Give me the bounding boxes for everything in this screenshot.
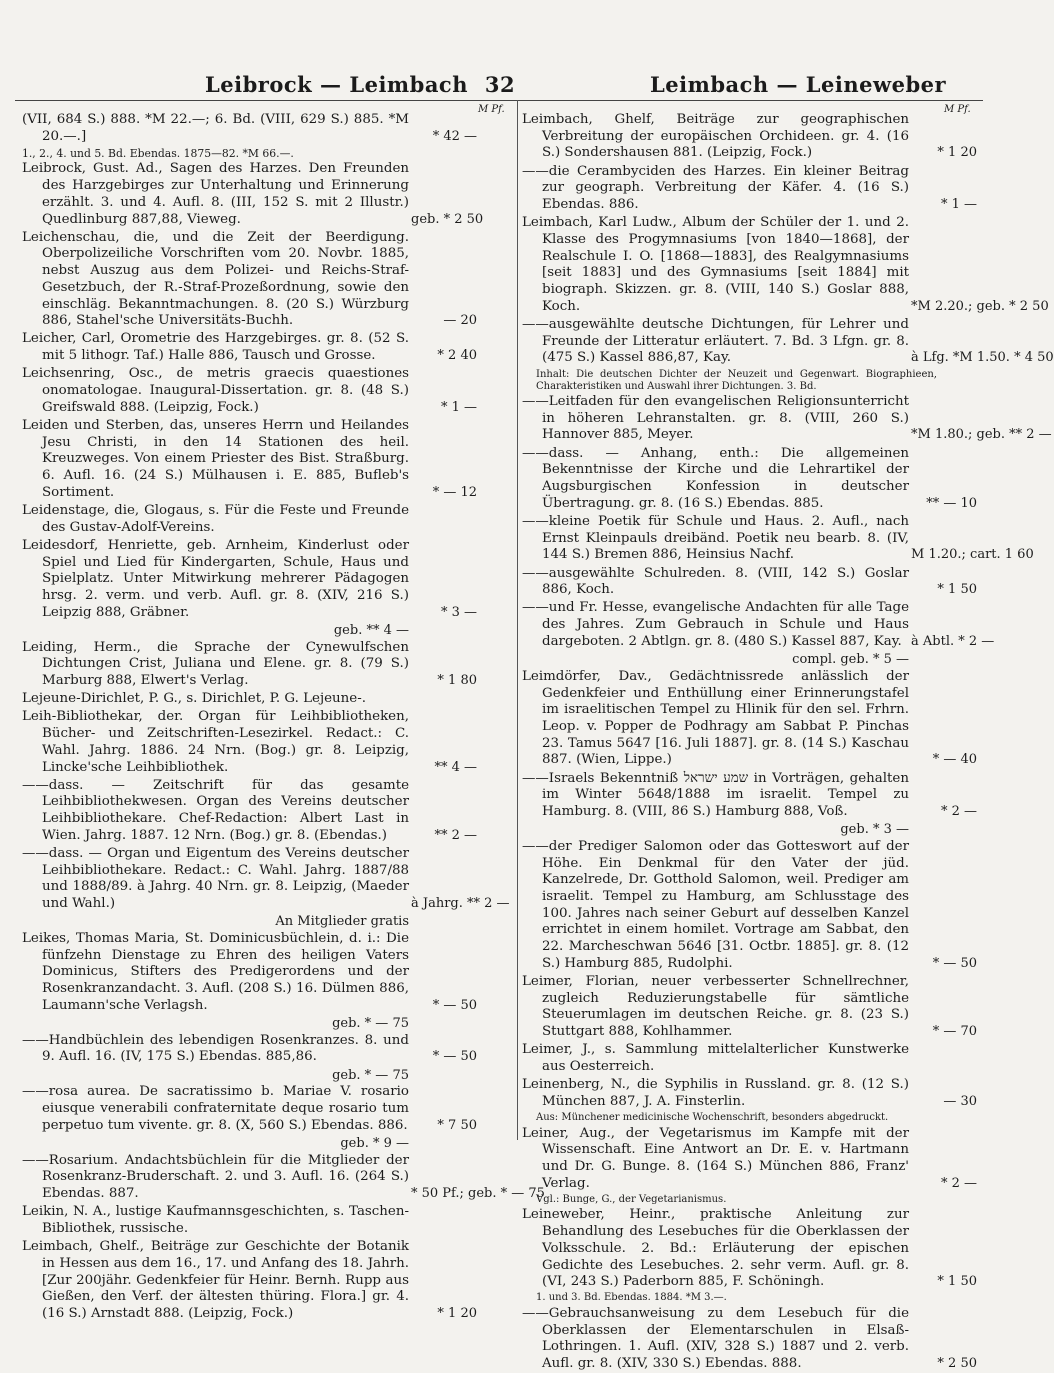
catalog-note [522, 369, 977, 393]
catalog-note [522, 1194, 977, 1206]
entry-price: * 2 — [940, 1175, 977, 1191]
entry-text: Leiner, Aug., der Vegetarismus im Kampfe mit der Wissenschaft. Eine Antwort an Dr. E. v. Hartmann und Dr. G. Bunge. 8. (164 S.) München 886, Franz' Verlag. [522, 1125, 909, 1191]
catalog-entry [522, 164, 977, 214]
entry-price: * 1 50 [937, 582, 977, 598]
catalog-entry [522, 1077, 977, 1110]
entry-text: —— dass. — Anhang, enth.: Die allgemeinen Bekenntnisse der Kirche und die Lehrartikel der Augsburgischen Konfession in deutscher Übertragung. gr. 8. (16 S.) Ebendas. 885. [522, 446, 977, 513]
entry-text: Leiding, Herm., die Sprache der Cynewulfschen Dichtungen Crist, Juliana und Elene. gr. 8. (79 S.) Marburg 888, Elwert's Verlag. [22, 639, 409, 688]
catalog-entry [22, 418, 477, 502]
catalog-entry [22, 366, 477, 416]
entry-price: * 2 40 [437, 348, 477, 364]
catalog-entry [522, 566, 977, 599]
catalog-entry [522, 1126, 977, 1193]
entry-text: Leimbach, Karl Ludw., Album der Schüler der 1. und 2. Klasse des Progymnasiums [von 1840—1868], der Realschule I. O. [1868—1883], des Realgymnasiums [seit 1883] und des Gymnasiums [seit 1884] mit biograph. Skizzen. gr. 8. (VIII, 140 S.) Goslar 888, Koch. [522, 215, 909, 314]
entry-price: * 1 20 [937, 145, 977, 161]
entry-text: Leichenschau, die, und die Zeit der Beerdigung. Oberpolizeiliche Vorschriften vom 20. Novbr. 1885, nebst Auszug aus dem Polizei- und Reichs-Straf-Gesetzbuch, der R.-Straf-Prozeßordnung, sowie den einschläg. Bekanntmachungen. 8. (20 S.) Würzburg 886, Stahel'sche Universitäts-Buchh. [22, 229, 409, 329]
currency-head-left: M Pf. [478, 104, 505, 115]
left-column [22, 112, 545, 1322]
catalog-entry [22, 538, 477, 622]
entry-price: * 2 50 [937, 1356, 977, 1372]
entry-price: * — 40 [932, 752, 977, 768]
entry-text: Leimer, Florian, neuer verbesserter Schnellrechner, zugleich Reduzierungstabelle für sämtliche Steuerumlagen im deutschen Reiche. gr. 8. (23 S.) Stuttgart 888, Kohlhammer. [522, 973, 909, 1040]
entry-price: * 1 20 [437, 1306, 477, 1322]
entry-text: Leimdörfer, Dav., Gedächtnissrede anlässlich der Gedenkfeier und Enthüllung einer Erinnerungstafel im israelitischen Tempel zu Hlinik für den sel. Frhrn. Leop. v. Popper de Podhragy am Sabbat P. Pinchas 23. Tamus 5647 [16. Juli 1887]. gr. 8. (14 S.) Kaschau 887. (Wien, Lippe.) [522, 668, 909, 768]
catalog-entry [22, 691, 477, 708]
catalog-entry [22, 503, 477, 536]
catalog-entry [522, 974, 977, 1041]
entry-price: à Abtl. * 2 — [911, 633, 995, 649]
catalog-entry [22, 640, 477, 690]
entry-price: — 20 [443, 313, 477, 329]
header-rule [15, 100, 983, 101]
catalog-entry [522, 394, 1052, 444]
entry-text: —— kleine Poetik für Schule und Haus. 2. Aufl., nach Ernst Kleinpauls dreibänd. Poetik neu bearb. 8. (IV, 144 S.) Bremen 886, Heinsius Nachf. [522, 514, 977, 564]
catalog-entry [522, 600, 995, 650]
catalog-note [522, 1112, 977, 1124]
running-head-left: Leibrock — Leimbach [205, 72, 468, 97]
catalog-entry [522, 112, 977, 162]
entry-text: Leih-Bibliothekar, der. Organ für Leihbibliotheken, Bücher- und Zeitschriften-Lesezirkel. Redact.: C. Wahl. Jahrg. 1886. 24 Nrn. (Bog.) gr. 8. Leipzig, Lincke'sche Leihbibliothek. [22, 709, 409, 775]
catalog-entry [522, 1306, 977, 1373]
entry-price: * 50 Pf.; geb. * — 75 [411, 1186, 545, 1202]
entry-text: —— ausgewählte deutsche Dichtungen, für Lehrer und Freunde der Litteratur erläutert. 7. Bd. 3 Lfgn. gr. 8. (475 S.) Kassel 886,87, Kay. [522, 317, 977, 367]
entry-price: * 3 — [440, 604, 477, 620]
entry-text: Leikin, N. A., lustige Kaufmannsgeschichten, s. Taschen-Bibliothek, russische. [22, 1204, 409, 1236]
entry-text: Leidenstage, die, Glogaus, s. Für die Feste und Freunde des Gustav-Adolf-Vereins. [22, 502, 409, 535]
entry-alt-price: geb. * — 75 [332, 1016, 409, 1032]
entry-price: * 1 80 [437, 673, 477, 688]
entry-price: à Jahrg. ** 2 — [411, 896, 510, 912]
entry-alt-price: geb. * 9 — [340, 1135, 409, 1151]
page-number: 32 [484, 72, 516, 97]
entry-text: Lejeune-Dirichlet, P. G., s. Dirichlet, P. G. Lejeune-. [22, 691, 367, 707]
entry-text: Leinenberg, N., die Syphilis in Russland. gr. 8. (12 S.) München 887, J. A. Finsterlin. [522, 1077, 909, 1109]
catalog-entry [522, 316, 1054, 367]
catalog-entry [22, 709, 477, 776]
right-column [522, 112, 1054, 1372]
entry-text: Leibrock, Gust. Ad., Sagen des Harzes. Den Freunden des Harzgebirges zur Unterhaltung und Erinnerung erzählt. 3. und 4. Aufl. 8. (III, 152 S. mit 2 Illustr.) Quedlinburg 887,88, Vieweg. [22, 161, 409, 227]
entry-text: Leimer, J., s. Sammlung mittelalterlicher Kunstwerke aus Oesterreich. [522, 1042, 909, 1074]
catalog-entry [22, 230, 477, 330]
entry-price: *M 1.80.; geb. ** 2 — [911, 427, 1052, 443]
entry-text: —— Leitfaden für den evangelischen Religionsunterricht in höheren Lehranstalten. gr. 8. (VIII, 260 S.) Hannover 885, Meyer. [522, 394, 977, 444]
entry-price: — 30 [943, 1093, 977, 1109]
entry-text: —— Israels Bekenntniß שמע ישראל in Vorträgen, gehalten im Winter 5648/1888 im israelit. Tempel zu Hamburg. 8. (VIII, 86 S.) Hamburg 888, Voß. [522, 771, 977, 821]
entry-text: Leimbach, Ghelf, Beiträge zur geographischen Verbreitung der europäischen Orchideen. gr. 4. (16 S.) Sondershausen 881. (Leipzig, Fock.) [522, 112, 909, 161]
entry-text: —— ausgewählte Schulreden. 8. (VIII, 142 S.) Goslar 886, Koch. [522, 566, 977, 599]
catalog-entry [522, 215, 1049, 315]
entry-text: —— die Cerambyciden des Harzes. Ein kleiner Beitrag zur geograph. Verbreitung der Käfer. 4. (16 S.) Ebendas. 886. [522, 164, 977, 214]
catalog-entry [22, 161, 484, 228]
entry-price: * — 70 [932, 1024, 977, 1040]
catalog-entry [522, 513, 1034, 564]
catalog-entry [22, 147, 477, 160]
entry-price: * 7 50 [437, 1117, 477, 1133]
entry-text: (VII, 684 S.) 888. *M 22.—; 6. Bd. (VIII, 629 S.) 885. *M 20.—.] [22, 112, 409, 144]
entry-price: * — 50 [432, 997, 477, 1013]
entry-price: ** 2 — [434, 827, 477, 843]
entry-text: —— der Prediger Salomon oder das Gotteswort auf der Höhe. Ein Denkmal für den Vater der jüd. Kanzelrede, Dr. Gotthold Salomon, weil. Prediger am israelit. Tempel zu Hamburg, am Schlusstage des 100. Jahres nach seiner Geburt auf desselben Kanzel errichtet in einem homilet. Vortrage am Sabbat, den 22. Marcheschwan 5646 [31. Octbr. 1885]. gr. 8. (12 S.) Hamburg 885, Rudolphi. [522, 839, 977, 973]
entry-price: * — 50 [432, 1049, 477, 1065]
entry-price: ** — 10 [926, 495, 977, 511]
entry-text: Vgl.: Bunge, G., der Vegetarianismus. [536, 1193, 727, 1205]
entry-text: —— Rosarium. Andachtsbüchlein für die Mitglieder der Rosenkranz-Bruderschaft. 2. und 3. Aufl. 16. (264 S.) Ebendas. 887. [22, 1153, 477, 1203]
catalog-entry [22, 931, 477, 1015]
currency-head-right: M Pf. [944, 104, 971, 115]
entry-alt-price: geb. ** 4 — [333, 622, 409, 638]
entry-text: 1., 2., 4. und 5. Bd. Ebendas. 1875—82. *M 66.—. [22, 146, 294, 160]
entry-text: Leicher, Carl, Orometrie des Harzgebirges. gr. 8. (52 S. mit 5 lithogr. Taf.) Halle 886, Tausch und Grosse. [22, 331, 409, 364]
entry-text: Leikes, Thomas Maria, St. Dominicusbüchlein, d. i.: Die fünfzehn Dienstage zu Ehren des heiligen Vaters Dominicus, Stifters des Predigerordens und der Rosenkranzandacht. 3. Aufl. (208 S.) 16. Dülmen 886, Laumann'sche Verlagsh. [22, 931, 409, 1013]
entry-price: * 1 50 [937, 1274, 977, 1290]
column-divider [517, 100, 518, 1140]
entry-text: Inhalt: Die deutschen Dichter der Neuzeit und Gegenwart. Biographieen, Charakteristiken und Auswahl ihrer Dichtungen. 3. Bd. [536, 368, 937, 392]
entry-price: ** 4 — [434, 759, 477, 775]
entry-alt-price: geb. * 3 — [840, 822, 909, 838]
entry-price: * 1 — [940, 197, 977, 213]
entry-text: Leineweber, Heinr., praktische Anleitung zur Behandlung des Lesebuches für die Oberklassen der Volksschule. 2. Bd.: Erläuterung der epischen Gedichte des Lesebuches. 2. sehr verm. Aufl. gr. 8. (VI, 243 S.) Paderborn 885, F. Schöningh. [522, 1207, 909, 1290]
entry-price: * — 50 [932, 955, 977, 971]
entry-price: *M 2.20.; geb. * 2 50 [911, 298, 1049, 314]
catalog-entry [522, 1207, 977, 1291]
entry-text: Leimbach, Ghelf., Beiträge zur Geschichte der Botanik in Hessen aus dem 16., 17. und Anfang des 18. Jahrh. [Zur 200jähr. Gedenkfeier für Heinr. Bernh. Rupp aus Gießen, den Verf. der ältesten thüring. Flora.] gr. 4. (16 S.) Arnstadt 888. (Leipzig, Fock.) [22, 1239, 409, 1322]
entry-text: Leichsenring, Osc., de metris graecis quaestiones onomatologae. Inaugural-Dissertation. gr. 8. (48 S.) Greifswald 888. (Leipzig, Fock.) [22, 366, 409, 415]
entry-text: —— Gebrauchsanweisung zu dem Lesebuch für die Oberklassen der Elementarschulen in Elsaß-Lothringen. 1. Aufl. (XIV, 328 S.) 1887 und 2. verb. Aufl. gr. 8. (XIV, 330 S.) Ebendas. 888. [522, 1306, 977, 1373]
entry-text: —— dass. — Zeitschrift für das gesamte Leihbibliothekwesen. Organ des Vereins deutscher Leihbibliothekare. Chef-Redaction: Albert Last in Wien. Jahrg. 1887. 12 Nrn. (Bog.) gr. 8. (Ebendas.) [22, 778, 477, 845]
entry-price: M 1.20.; cart. 1 60 [911, 547, 1034, 563]
entry-price: à Lfg. *M 1.50. * 4 50 [911, 350, 1054, 366]
entry-text: —— dass. — Organ und Eigentum des Vereins deutscher Leihbibliothekare. Redact.: C. Wahl. Jahrg. 1887/88 und 1888/89. à Jahrg. 40 Nrn. gr. 8. Leipzig, (Maeder und Wahl.) [22, 846, 477, 913]
catalog-entry [22, 1204, 477, 1237]
catalog-entry [22, 778, 477, 845]
catalog-entry [522, 669, 977, 769]
entry-text: Leidesdorf, Henriette, geb. Arnheim, Kinderlust oder Spiel und Lied für Kindergarten, Schule, Haus und Spielplatz. Unter Mitwirkung mehrerer Pädagogen hrsg. 2. verm. und verb. Aufl. gr. 8. (XIV, 216 S.) Leipzig 888, Gräbner. [22, 537, 409, 620]
catalog-entry [22, 1033, 477, 1066]
catalog-entry [522, 771, 977, 821]
entry-alt-price: An Mitglieder gratis [275, 914, 409, 930]
running-head-right: Leimbach — Leineweber [650, 72, 947, 97]
catalog-entry [22, 331, 477, 364]
catalog-entry [522, 1042, 977, 1075]
catalog-entry [22, 1239, 477, 1323]
catalog-entry [22, 112, 477, 145]
entry-price: geb. * 2 50 [411, 211, 484, 227]
entry-price: * 42 — [432, 128, 477, 144]
entry-text: —— rosa aurea. De sacratissimo b. Mariae V. rosario eiusque venerabili confraternitate deque rosario tum perpetuo tum vivente. gr. 8. (X, 560 S.) Ebendas. 886. [22, 1084, 477, 1134]
entry-price: * 2 — [940, 803, 977, 819]
catalog-entry [22, 1152, 545, 1203]
catalog-note [522, 1292, 977, 1304]
catalog-entry [522, 839, 977, 973]
entry-price: * 1 — [440, 399, 477, 415]
entry-alt-price: geb. * — 75 [332, 1067, 409, 1083]
entry-text: —— und Fr. Hesse, evangelische Andachten für alle Tage des Jahres. Zum Gebrauch in Schule und Haus dargeboten. 2 Abtlgn. gr. 8. (480 S.) Kassel 887, Kay. [522, 600, 977, 650]
entry-text: Aus: Münchener medicinische Wochenschrift, besonders abgedruckt. [536, 1112, 889, 1124]
entry-text: Leiden und Sterben, das, unseres Herrn und Heilandes Jesu Christi, in den 14 Stationen des heil. Kreuzweges. Von einem Priester des Bist. Straßburg. 6. Aufl. 16. (24 S.) Mülhausen i. E. 885, Bufleb's Sortiment. [22, 417, 409, 500]
catalog-entry [22, 1084, 477, 1134]
catalog-entry [522, 446, 977, 513]
entry-text: 1. und 3. Bd. Ebendas. 1884. *M 3.—. [536, 1292, 727, 1304]
catalog-entry [22, 846, 510, 913]
entry-alt-price: compl. geb. * 5 — [792, 652, 909, 668]
entry-price: * — 12 [432, 484, 477, 500]
entry-text: —— Handbüchlein des lebendigen Rosenkranzes. 8. und 9. Aufl. 16. (IV, 175 S.) Ebendas. 885,86. [22, 1033, 477, 1066]
